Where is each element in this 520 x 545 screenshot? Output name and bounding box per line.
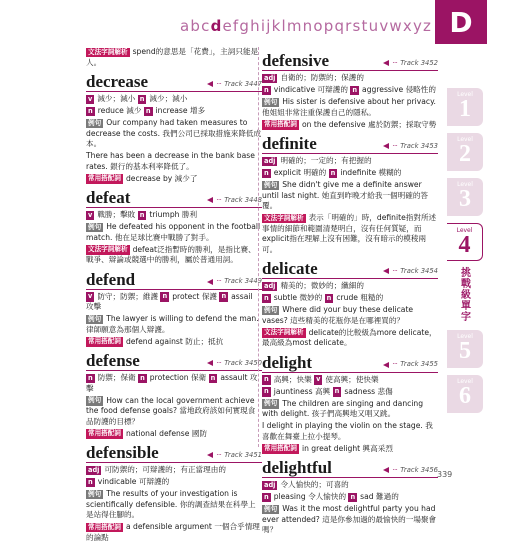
entry-line (262, 156, 438, 167)
entry-line (86, 210, 262, 221)
entry-tag: n (264, 85, 269, 94)
level-tab-1[interactable] (447, 88, 483, 126)
track-number: Track 3455 (400, 360, 438, 369)
page-number: 339 (437, 470, 453, 479)
entry-tag: 例句 (264, 305, 278, 314)
track-number: Track 3453 (400, 141, 438, 150)
entry-line (262, 180, 438, 212)
column-divider (258, 47, 259, 447)
entry-text: His sister is defensive about her privacy. 他姐姐非常注重保護自己的隱私。 (262, 97, 436, 117)
entry-text: 戰勝；擊敗 (97, 210, 136, 219)
entry-text: 使高興；使快樂 (325, 374, 379, 384)
sound-dots-icon: ··· (216, 277, 222, 286)
sound-dots-icon: ··· (392, 141, 398, 150)
level-tab-3[interactable] (447, 178, 483, 216)
level-number: 4 (458, 232, 471, 258)
entry-tag: 例句 (264, 399, 278, 407)
entry-tag: 例句 (88, 489, 102, 498)
entry-tag: n (352, 85, 358, 94)
entry-line (86, 151, 262, 172)
entry-line (262, 213, 438, 255)
sound-dots-icon: ··· (216, 358, 222, 367)
entry-text: How can the local government achieve the food defense goals? 當地政府該如何實現食品防護的目標？ (86, 395, 256, 426)
entry-header (86, 443, 262, 463)
speaker-icon (207, 452, 213, 458)
sound-dots-icon: ··· (392, 465, 398, 474)
alphabet-index (180, 17, 432, 35)
entry-line (86, 429, 262, 440)
level-tab-4[interactable] (447, 223, 483, 261)
speaker-icon (383, 60, 389, 66)
entry-text: I delight in playing the violin on the stage. 我喜歡在舞臺上拉小提琴。 (262, 421, 433, 441)
entry-line (262, 399, 438, 420)
alphabet-after: efghijklmnopqrstuvwxyz (222, 17, 433, 35)
speaker-icon (207, 279, 213, 285)
entry-line (86, 106, 262, 117)
entry-tag: adj (264, 281, 276, 290)
entry-text: 高興；快樂 (273, 374, 312, 384)
entry-tag: n (221, 292, 227, 300)
audio-track[interactable] (383, 359, 438, 370)
audio-track[interactable] (207, 79, 262, 90)
entry-text: 可防禦的；可辯護的；有正當理由的 (104, 465, 226, 474)
entry-line (262, 305, 438, 326)
entry-text: There has been a decrease in the bank base rates. 銀行的基本利率降低了。 (86, 151, 255, 171)
entry-line (262, 421, 438, 442)
entry-text: sad 難過的 (360, 492, 399, 501)
track-number: Track 3456 (400, 465, 438, 474)
entry-text: a defensible argument 一個合乎情理的論點 (86, 522, 260, 542)
entry-text: reduce 減少 (97, 106, 142, 115)
headword: definite (262, 134, 317, 153)
track-number: Track 3449 (224, 277, 262, 286)
entry-line (262, 328, 438, 349)
entry-tag: 常用搭配詞 (88, 337, 121, 345)
entry-text: Was it the most delightful party you had ever attended? 這是你參加過的最愉快的一場聚會嗎？ (262, 504, 437, 534)
entry-tag: n (264, 387, 269, 395)
entry-line (86, 47, 262, 68)
entry-tag: n (334, 387, 340, 395)
entry-text: 自衛的；防禦的；保護的 (280, 73, 364, 82)
track-number: Track 3451 (224, 450, 262, 459)
entry-header (262, 353, 438, 373)
entry-tag: 常用搭配詞 (88, 522, 121, 531)
entry-tag: n (264, 293, 269, 302)
track-number: Track 3447 (224, 79, 262, 88)
level-label: Level (457, 378, 473, 385)
alphabet-before: abc (180, 17, 211, 35)
headword: decrease (86, 72, 148, 91)
entry-text: aggressive 侵略性的 (362, 85, 436, 94)
entry-tag: 例句 (88, 314, 102, 323)
entry-text: explicit 明確的 (273, 168, 327, 177)
entry-line (262, 375, 438, 386)
entry-text: 精美的；微妙的；纖細的 (280, 281, 364, 290)
audio-track[interactable] (207, 195, 262, 206)
headword: defense (86, 351, 140, 370)
entry-text: in great delight 興高采烈 (301, 443, 393, 453)
entry-text: protection 保衛 (149, 373, 207, 382)
entry-header (86, 351, 262, 371)
entry-tag: n (326, 293, 332, 302)
entry-text: assail 攻擊 (86, 291, 253, 311)
entry-line (262, 387, 438, 398)
entry-tag: n (88, 477, 93, 486)
entry-line (262, 73, 438, 84)
entry-tag: 例句 (88, 396, 102, 404)
audio-track[interactable] (383, 58, 438, 69)
entry-text: national defense 國防 (125, 428, 208, 438)
entry-tag: n (162, 292, 168, 300)
entry-text: sadness 悲傷 (344, 386, 393, 396)
audio-track[interactable] (383, 266, 438, 277)
entry-line (262, 480, 438, 491)
audio-track[interactable] (207, 450, 262, 461)
entry-tag: 常用搭配詞 (264, 120, 297, 128)
entry-line (86, 292, 262, 313)
entry-tag: n (145, 106, 151, 115)
entry-text: Where did your buy these delicate vases? 這些精美的花瓶你是在哪裡買的？ (262, 305, 414, 325)
entry-tag: adj (264, 480, 276, 489)
alphabet-current-letter: d (210, 17, 223, 35)
entry-tag: n (139, 94, 145, 103)
entry-text: The lawyer is willing to defend the man. 律師願意為那個人辯護。 (86, 314, 259, 334)
entry-tag: adj (88, 465, 100, 474)
level-number: 2 (459, 141, 471, 167)
sound-dots-icon: ··· (392, 266, 398, 275)
entry-tag: n (139, 210, 145, 219)
level-vertical-title: 挑戰級單字 (461, 268, 471, 323)
headword: defensible (86, 443, 159, 462)
level-label: Level (457, 136, 473, 143)
entry-header (262, 458, 438, 478)
section-letter-tab: D (435, 0, 487, 44)
entry-text: vindicable 可辯護的 (97, 477, 170, 486)
entry-tag: 例句 (88, 118, 102, 127)
audio-track[interactable] (383, 465, 438, 476)
left-column (86, 47, 262, 545)
speaker-icon (383, 362, 389, 368)
headword: defend (86, 269, 136, 289)
entry-text: delicate的比較級為more delicate，最高級為most delicate。 (262, 327, 437, 347)
speaker-icon (207, 197, 213, 203)
entry-header (262, 51, 438, 71)
headword: defeat (86, 188, 131, 207)
entry-tag: v (316, 375, 321, 383)
entry-tag: 常用搭配詞 (264, 444, 297, 452)
entry-text: 減少；減小 (149, 94, 188, 103)
level-label: Level (456, 227, 473, 234)
entry-text: 令人愉快的；可喜的 (280, 480, 349, 489)
track-number: Track 3452 (400, 58, 438, 67)
level-label: Level (457, 333, 473, 340)
entry-text: 減少；減小 (97, 94, 136, 103)
entry-line (262, 293, 438, 304)
level-tab-5[interactable] (447, 330, 483, 368)
entry-tag: 例句 (264, 180, 278, 189)
sound-dots-icon: ··· (216, 195, 222, 204)
entry-text: 明確的；一定的；有把握的 (280, 156, 372, 165)
entry-line (86, 396, 262, 428)
entry-line (86, 337, 262, 348)
entry-text: pleasing 令人愉快的 (273, 492, 347, 501)
entry-line (86, 477, 262, 488)
entry-text: The results of your investigation is scientifically defensible. 你的調查結果在科學上是站得住腳的。 (86, 489, 256, 519)
entry-tag: 文法字詞解析 (88, 245, 128, 253)
entry-header (262, 134, 438, 154)
entry-tag: n (330, 168, 336, 177)
entry-tag: v (88, 94, 93, 103)
audio-track[interactable] (383, 141, 438, 152)
entry-line (86, 174, 262, 185)
entry-line (262, 492, 438, 503)
audio-track[interactable] (207, 276, 262, 287)
entry-text: Our company had taken measures to decrease the costs. 我們公司已採取措施來降低成本。 (86, 118, 262, 148)
entry-tag: n (264, 375, 269, 383)
entry-text: crude 粗糙的 (336, 293, 384, 302)
entry-tag: adj (264, 156, 276, 165)
entry-tag: 文法字詞解析 (88, 47, 128, 56)
speaker-icon (207, 360, 213, 366)
entry-line (86, 522, 262, 543)
entry-text: jauntiness 高興 (273, 386, 331, 396)
entry-line (262, 85, 438, 96)
entry-line (262, 281, 438, 292)
headword: delightful (262, 458, 332, 477)
audio-track[interactable] (207, 358, 262, 369)
entry-line (86, 94, 262, 105)
track-number: Track 3448 (224, 195, 262, 204)
entry-tag: n (210, 373, 216, 382)
entry-tag: n (140, 373, 145, 382)
entry-text: subtle 微妙的 (273, 293, 323, 302)
entry-text: protect 保護 (172, 291, 218, 301)
level-tab-2[interactable] (447, 133, 483, 171)
entry-text: 表示「明確的」時，definite指對所述事情的細節和範圍清楚明白，沒有任何質疑，而explicit指在理解上沒有困難，沒有暗示的模稜兩可。 (262, 213, 437, 254)
entry-header (86, 270, 262, 290)
sound-dots-icon: ··· (216, 450, 222, 459)
entry-tag: n (350, 492, 356, 501)
entry-tag: v (88, 292, 93, 300)
entry-line (86, 489, 262, 521)
entry-tag: n (88, 106, 93, 115)
entry-text: She didn't give me a definite answer until last night. 她直到昨晚才給我一個明確的答覆。 (262, 180, 429, 210)
entry-line (86, 245, 262, 266)
sound-dots-icon: ··· (392, 360, 398, 369)
entry-tag: 例句 (264, 504, 278, 513)
track-number: Track 3454 (400, 266, 438, 275)
entry-line (262, 444, 438, 455)
entry-tag: 例句 (264, 97, 278, 106)
entry-text: defend against 防止；抵抗 (125, 336, 224, 346)
right-column (262, 47, 438, 537)
entry-line (86, 314, 262, 335)
speaker-icon (383, 143, 389, 149)
entry-tag: 文法字詞解析 (264, 213, 304, 222)
level-tab-6[interactable] (447, 375, 483, 413)
entry-header (86, 72, 262, 92)
entry-tag: n (88, 373, 93, 382)
entry-tag: adj (264, 73, 276, 82)
entry-text: increase 增多 (155, 106, 206, 115)
entry-text: indefinite 模糊的 (340, 168, 402, 177)
entry-header (86, 188, 262, 208)
level-label: Level (457, 91, 473, 98)
entry-tag: 例句 (88, 222, 102, 231)
entry-tag: n (264, 492, 269, 501)
entry-text: He defeated his opponent in the football match. 他在足球比賽中戰勝了對手。 (86, 222, 261, 242)
entry-text: 防守；防禦；維護 (97, 291, 159, 301)
entry-tag: 文法字詞解析 (264, 328, 304, 336)
entry-text: assault 攻擊 (86, 373, 258, 393)
headword: defensive (262, 51, 330, 70)
entry-text: on the defensive 處於防禦；採取守勢 (301, 119, 437, 129)
entry-line (86, 465, 262, 476)
entry-header (262, 259, 438, 279)
sound-dots-icon: ··· (216, 79, 222, 88)
entry-text: 防禦；保衛 (97, 373, 136, 382)
speaker-icon (383, 467, 389, 473)
entry-tag: v (88, 210, 93, 219)
entry-line (262, 120, 438, 131)
entry-line (262, 97, 438, 118)
level-number: 1 (459, 96, 471, 122)
entry-text: vindicative 可辯護的 (273, 85, 348, 94)
entry-line (262, 168, 438, 179)
speaker-icon (207, 81, 213, 87)
entry-text: spend的意思是「花費」，主詞只能是人。 (86, 47, 259, 67)
entry-line (86, 222, 262, 243)
entry-text: triumph 勝利 (149, 210, 198, 219)
entry-line (86, 373, 262, 394)
entry-text: decrease by 減少了 (125, 173, 198, 183)
level-sidebar (441, 88, 489, 420)
sound-dots-icon: ··· (392, 58, 398, 67)
track-number: Track 3450 (224, 358, 262, 367)
entry-line (86, 118, 262, 150)
entry-tag: 常用搭配詞 (88, 174, 121, 182)
entry-text: The children are singing and dancing with delight. 孩子們高興地又唱又跳。 (262, 398, 424, 418)
headword: delicate (262, 259, 318, 278)
level-label: Level (457, 181, 473, 188)
entry-line (262, 504, 438, 536)
level-number: 6 (459, 383, 471, 409)
level-number: 5 (459, 338, 471, 364)
entry-tag: 常用搭配詞 (88, 429, 121, 437)
speaker-icon (383, 268, 389, 274)
level-number: 3 (459, 186, 471, 212)
entry-text: defeat泛指暫時的勝利，是指比賽、戰爭、辯論或競選中的勝利，屬於普通用詞。 (86, 244, 256, 264)
headword: delight (262, 352, 313, 372)
entry-tag: n (264, 168, 269, 177)
